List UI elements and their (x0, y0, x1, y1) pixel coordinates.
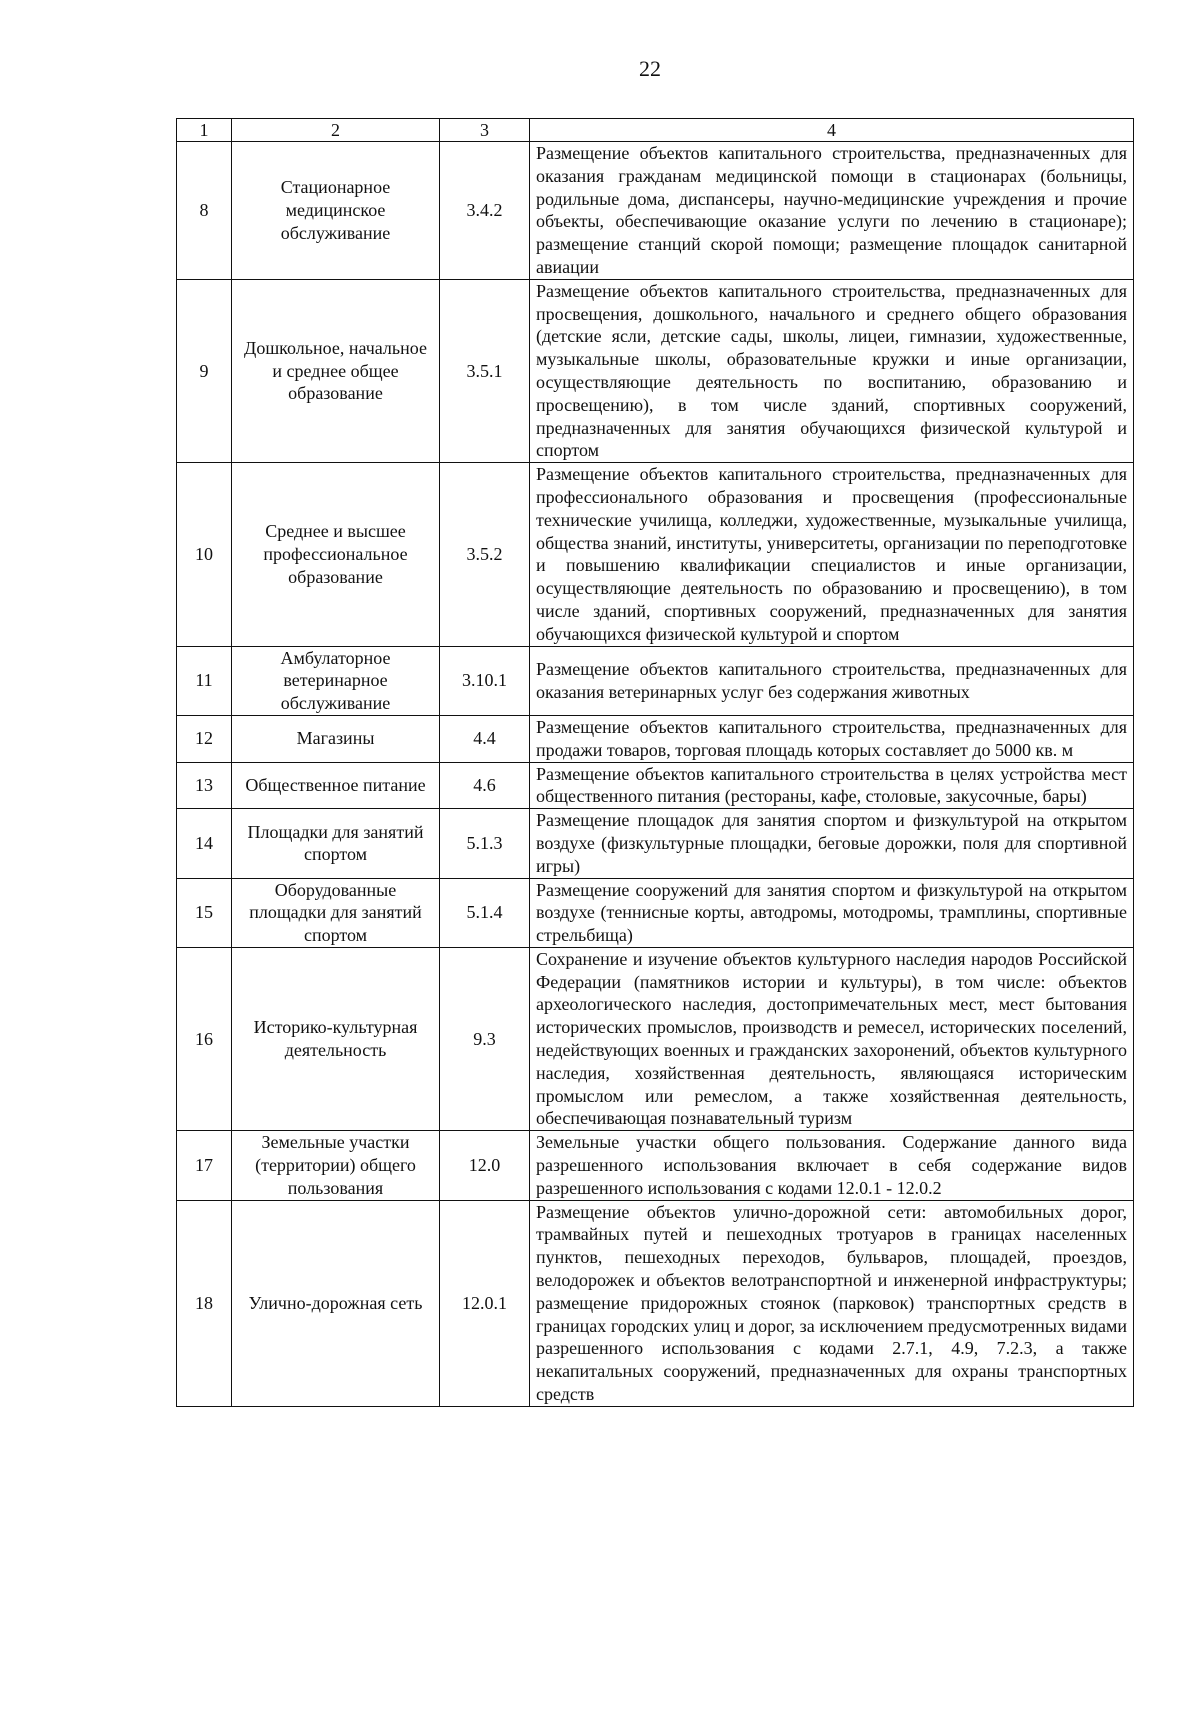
use-type-code: 9.3 (440, 947, 530, 1130)
use-type-name: Дошкольное, начальное и среднее общее образование (232, 279, 440, 462)
use-type-description: Размещение площадок для занятия спортом и физкультурой на открытом воздухе (физкультурные площадки, беговые дорожки, поля для спортивной игры) (530, 809, 1134, 878)
row-number: 18 (177, 1200, 232, 1406)
header-cell: 2 (232, 119, 440, 142)
table-row (177, 1200, 1134, 1406)
table-row (177, 463, 1134, 646)
use-type-code: 5.1.4 (440, 878, 530, 947)
row-number: 8 (177, 142, 232, 280)
use-type-name: Площадки для занятий спортом (232, 809, 440, 878)
table-row (177, 279, 1134, 462)
use-type-description: Земельные участки общего пользования. Содержание данного вида разрешенного использования включает в себя содержание видов разрешенного использования с кодами 12.0.1 - 12.0.2 (530, 1131, 1134, 1200)
table-row (177, 809, 1134, 878)
use-type-code: 3.10.1 (440, 646, 530, 715)
table-row (177, 646, 1134, 715)
use-type-name: Магазины (232, 715, 440, 762)
use-type-description: Размещение объектов капитального строительства, предназначенных для продажи товаров, торговая площадь которых составляет до 5000 кв. м (530, 715, 1134, 762)
table-row (177, 878, 1134, 947)
row-number: 9 (177, 279, 232, 462)
use-type-description: Размещение объектов капитального строительства, предназначенных для профессионального образования и просвещения (профессиональные технические училища, колледжи, художественные, музыкальные училища, общества знаний, институты, университеты, организации по переподготовке и повышению квалификации специалистов и иные организации, осуществляющие деятельность по образованию и просвещению), в том числе зданий, спортивных сооружений, предназначенных для занятия обучающихся физической культурой и спортом (530, 463, 1134, 646)
use-type-code: 5.1.3 (440, 809, 530, 878)
table-header-row (177, 119, 1134, 142)
use-type-code: 3.4.2 (440, 142, 530, 280)
row-number: 10 (177, 463, 232, 646)
header-cell: 4 (530, 119, 1134, 142)
use-type-code: 3.5.1 (440, 279, 530, 462)
use-type-description: Сохранение и изучение объектов культурного наследия народов Российской Федерации (памятников истории и культуры), в том числе: объектов археологического наследия, достопримечательных мест, мест бытования исторических промыслов, производств и ремесел, исторических поселений, недействующих военных и гражданских захоронений, объектов культурного наследия, хозяйственная деятельность, являющаяся историческим промыслом или ремеслом, а также хозяйственная деятельность, обеспечивающая познавательный туризм (530, 947, 1134, 1130)
use-type-name: Земельные участки (территории) общего пользования (232, 1131, 440, 1200)
use-type-description: Размещение объектов улично-дорожной сети: автомобильных дорог, трамвайных путей и пешеходных тротуаров в границах населенных пунктов, пешеходных переходов, бульваров, площадей, проездов, велодорожек и объектов велотранспортной и инженерной инфраструктуры; размещение придорожных стоянок (парковок) транспортных средств в границах городских улиц и дорог, за исключением предусмотренных видами разрешенного использования с кодами 2.7.1, 4.9, 7.2.3, а также некапитальных сооружений, предназначенных для охраны транспортных средств (530, 1200, 1134, 1406)
use-type-code: 12.0 (440, 1131, 530, 1200)
use-type-name: Улично-дорожная сеть (232, 1200, 440, 1406)
use-type-code: 3.5.2 (440, 463, 530, 646)
row-number: 16 (177, 947, 232, 1130)
row-number: 14 (177, 809, 232, 878)
table-row (177, 715, 1134, 762)
header-cell: 1 (177, 119, 232, 142)
use-type-code: 12.0.1 (440, 1200, 530, 1406)
use-type-name: Общественное питание (232, 762, 440, 809)
use-type-name: Историко-культурная деятельность (232, 947, 440, 1130)
table-row (177, 762, 1134, 809)
table-row (177, 1131, 1134, 1200)
row-number: 13 (177, 762, 232, 809)
use-type-description: Размещение объектов капитального строительства в целях устройства мест общественного питания (рестораны, кафе, столовые, закусочные, бары) (530, 762, 1134, 809)
use-type-description: Размещение объектов капитального строительства, предназначенных для просвещения, дошкольного, начального и среднего общего образования (детские ясли, детские сады, школы, лицеи, гимназии, художественные, музыкальные школы, образовательные кружки и иные организации, осуществляющие деятельность по воспитанию, образованию и просвещению), в том числе зданий, спортивных сооружений, предназначенных для занятия обучающихся физической культурой и спортом (530, 279, 1134, 462)
table-row (177, 947, 1134, 1130)
land-use-table (176, 118, 1134, 1407)
use-type-name: Стационарное медицинское обслуживание (232, 142, 440, 280)
use-type-description: Размещение сооружений для занятия спортом и физкультурой на открытом воздухе (теннисные корты, автодромы, мотодромы, трамплины, спортивные стрельбища) (530, 878, 1134, 947)
row-number: 11 (177, 646, 232, 715)
row-number: 15 (177, 878, 232, 947)
use-type-name: Среднее и высшее профессиональное образование (232, 463, 440, 646)
header-cell: 3 (440, 119, 530, 142)
row-number: 17 (177, 1131, 232, 1200)
use-type-description: Размещение объектов капитального строительства, предназначенных для оказания ветеринарных услуг без содержания животных (530, 646, 1134, 715)
table-row (177, 142, 1134, 280)
use-type-description: Размещение объектов капитального строительства, предназначенных для оказания гражданам медицинской помощи в стационарах (больницы, родильные дома, диспансеры, научно-медицинские учреждения и прочие объекты, обеспечивающие оказание услуги по лечению в стационаре); размещение станций скорой помощи; размещение площадок санитарной авиации (530, 142, 1134, 280)
row-number: 12 (177, 715, 232, 762)
page-number: 22 (639, 56, 661, 81)
use-type-code: 4.6 (440, 762, 530, 809)
use-type-name: Оборудованные площадки для занятий спортом (232, 878, 440, 947)
use-type-code: 4.4 (440, 715, 530, 762)
use-type-name: Амбулаторное ветеринарное обслуживание (232, 646, 440, 715)
